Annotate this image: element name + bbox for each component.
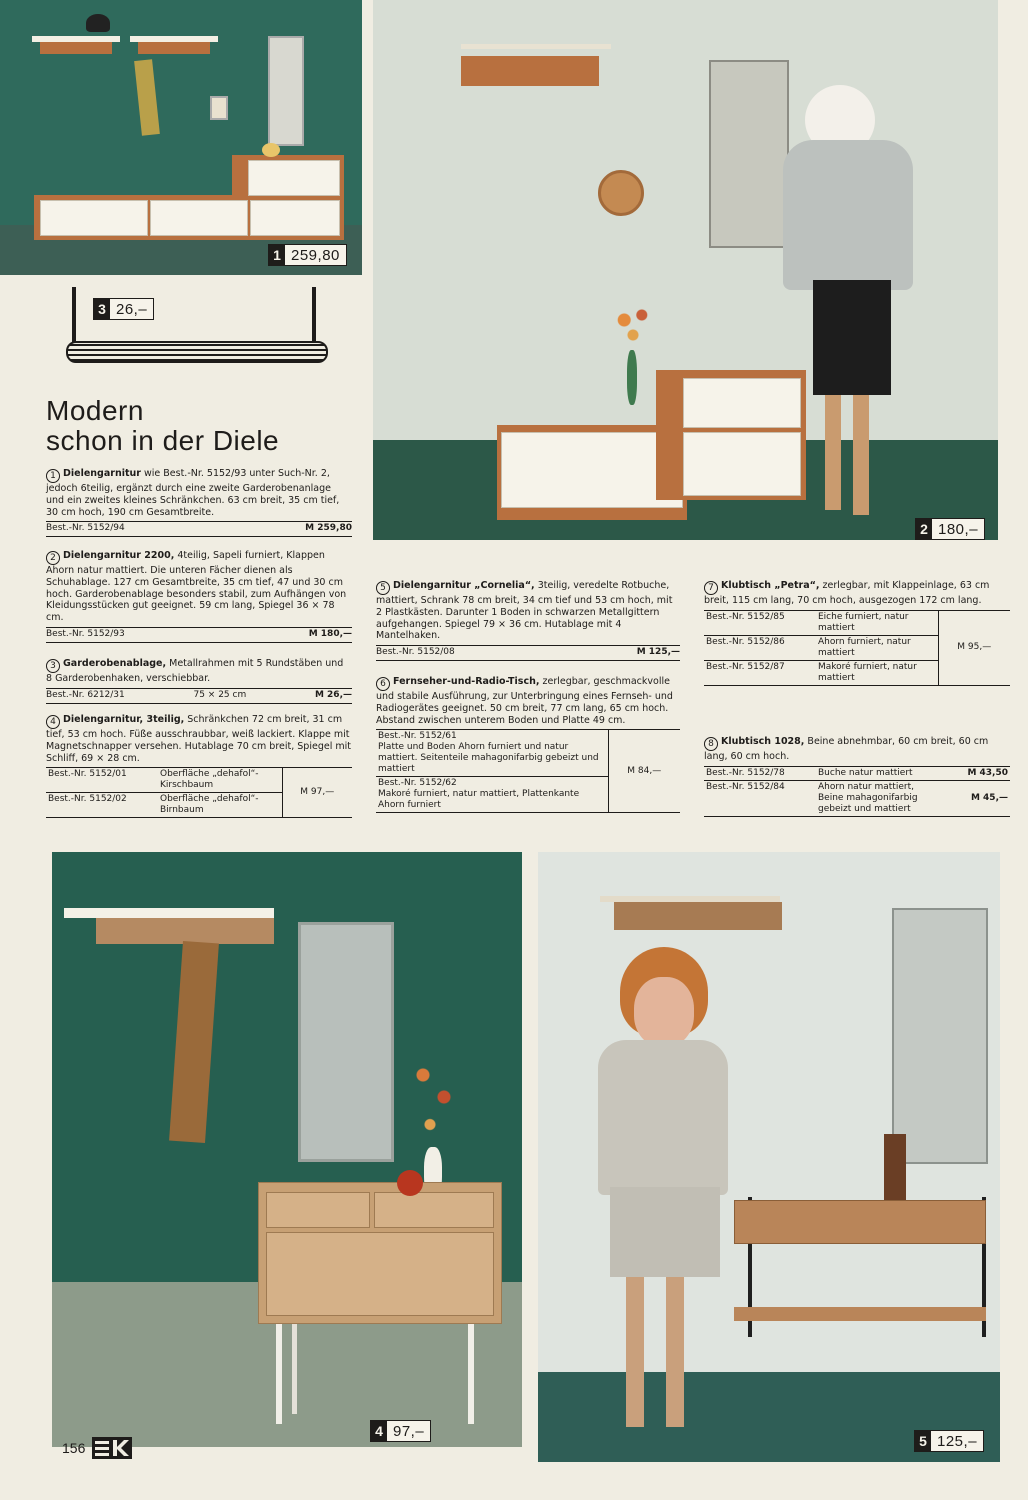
item-number: 6: [376, 677, 390, 691]
tag-number: 5: [915, 1431, 931, 1451]
photo-5-woman-shelf: [538, 852, 1000, 1462]
order-price: M 26,—: [314, 689, 352, 700]
order-price: M 125,—: [636, 647, 680, 658]
order-line: [46, 688, 352, 704]
table-row: [704, 766, 1010, 780]
order-number: Best.-Nr. 5152/62: [378, 778, 457, 789]
item-text: Schränkchen 72 cm breit, 31 cm tief, 53 cm hoch. Füße ausschraubbar, weiß lackiert. Klappe mit Magnetschnapper versehen. Hutablage 70 cm breit, Spiegel mit Schliff, 69 × 28 cm.: [46, 714, 351, 764]
order-price: M 45,—: [970, 792, 1008, 803]
item-text: 4teilig, Sapeli furniert, Klappen Ahorn natur mattiert. Die unteren Fächer dienen als Schuhablage. 127 cm Gesamtbreite, 35 cm tief, 47 und 30 cm hoch. Garderobenablage besonders stabil, zum Aufhängen von Kleidungsstücken gut geeignet. 59 cm lang, Spiegel 36 × 78 cm.: [46, 550, 347, 624]
order-price: M 84,—: [608, 730, 680, 813]
order-desc: Oberfläche „dehafol“-Birnbaum: [160, 794, 259, 816]
order-desc: Oberfläche „dehafol“-Kirschbaum: [160, 769, 259, 791]
item-title: Klubtisch „Petra“,: [721, 580, 820, 591]
item-number: 8: [704, 737, 718, 751]
order-number: Best.-Nr. 5152/93: [46, 628, 125, 639]
order-desc: Ahorn natur mattiert, Beine mahagonifarbig gebeizt und mattiert: [818, 781, 918, 814]
order-price: M 180,—: [308, 628, 352, 639]
item-1: [46, 468, 352, 537]
item-number: 7: [704, 581, 718, 595]
price-tag-2: [915, 518, 985, 540]
order-table: [704, 766, 1010, 817]
konsum-logo: [92, 1437, 132, 1459]
tag-price: 97,–: [393, 1422, 425, 1440]
item-title: Fernseher-und-Radio-Tisch,: [393, 676, 540, 687]
price-tag-4: [370, 1420, 431, 1442]
item-7: [704, 580, 1010, 686]
tag-number: 2: [916, 519, 932, 539]
order-number: Best.-Nr. 5152/78: [706, 767, 785, 778]
item-5: [376, 580, 680, 661]
tag-number: 3: [94, 299, 110, 319]
headline-line-1: Modern: [46, 395, 144, 426]
order-table: [46, 767, 352, 818]
item-number: 1: [46, 469, 60, 483]
item-3: [46, 658, 352, 704]
price-tag-1: [268, 244, 347, 266]
item-number: 2: [46, 551, 60, 565]
order-number: Best.-Nr. 5152/85: [706, 611, 785, 622]
item-text: 3teilig, veredelte Rotbuche, mattiert, Schrank 78 cm breit, 34 cm tief und 53 cm hoch, mit 2 Plastkästen. Darunter 1 Boden in schwarzen Metallgittern aufgehangen. Spiegel 79 × 36 cm. Hutablage mit 4 Mantelhaken.: [376, 580, 673, 642]
item-number: 4: [46, 715, 60, 729]
photo-4-green-cabinet: [52, 852, 522, 1447]
order-row: [376, 730, 608, 777]
tag-price: 26,–: [116, 300, 148, 318]
order-number: Best.-Nr. 5152/84: [706, 781, 785, 792]
price-tag-5: [914, 1430, 984, 1452]
item-text: zerlegbar, geschmackvolle und stabile Ausführung, zur Unterbringung eines Fernseh- und Radiogerätes geeignet. 50 cm breit, 77 cm lang, 65 cm hoch. Abstand zwischen unterem Boden und Platte 49 cm.: [376, 676, 673, 726]
item-title: Dielengarnitur 2200,: [63, 550, 175, 561]
order-table: [704, 610, 1010, 686]
headline-line-2: schon in der Diele: [46, 425, 280, 456]
tag-price: 125,–: [937, 1432, 978, 1450]
item-2: [46, 550, 352, 643]
item-number: 3: [46, 659, 60, 673]
order-desc: Makoré furniert, natur mattiert, Plattenkante Ahorn furniert: [378, 789, 580, 811]
order-number: Best.-Nr. 5152/87: [706, 661, 785, 672]
table-row: [376, 730, 680, 777]
page-number: 156: [62, 1440, 86, 1456]
price-tag-3: [93, 298, 154, 320]
item-6: [376, 676, 680, 813]
item-text: zerlegbar, mit Klappeinlage, 63 cm breit, 115 cm lang, 70 cm hoch, ausgezogen 172 cm lang.: [704, 580, 990, 606]
item-text: Beine abnehmbar, 60 cm breit, 60 cm lang, 60 cm hoch.: [704, 736, 989, 762]
item-title: Garderobenablage,: [63, 658, 167, 669]
order-number: Best.-Nr. 5152/94: [46, 523, 125, 534]
order-price: M 259,80: [305, 523, 352, 534]
item-title: Klubtisch 1028,: [721, 736, 805, 747]
order-number: Best.-Nr. 5152/61: [378, 731, 457, 742]
order-desc: Ahorn furniert, natur mattiert: [818, 636, 911, 658]
order-row: [376, 777, 608, 813]
table-row: [704, 780, 1010, 816]
order-desc: Eiche furniert, natur mattiert: [818, 611, 909, 633]
tag-price: 180,–: [938, 520, 979, 538]
item-4: [46, 714, 352, 818]
order-number: Best.-Nr. 5152/86: [706, 636, 785, 647]
order-desc: Buche natur mattiert: [818, 767, 913, 778]
item-title: Dielengarnitur: [63, 468, 141, 479]
tag-price: 259,80: [291, 246, 340, 264]
tag-number: 1: [269, 245, 285, 265]
photo-1-green-hall: [0, 0, 362, 275]
item-title: Dielengarnitur „Cornelia“,: [393, 580, 535, 591]
order-desc: Makoré furniert, natur mattiert: [818, 661, 917, 683]
order-desc: Platte und Boden Ahorn furniert und natur mattiert. Seitenteile mahagonifarbig gebeizt und mattiert: [378, 742, 599, 775]
table-row: [704, 610, 1010, 635]
item-number: 5: [376, 581, 390, 595]
table-row: [46, 768, 352, 793]
item-8: [704, 736, 1010, 817]
order-size: 75 × 25 cm: [193, 689, 247, 700]
order-price: M 95,—: [938, 610, 1010, 685]
order-table: [376, 729, 680, 813]
order-line: [376, 645, 680, 661]
page-headline: [46, 396, 376, 456]
item-title: Dielengarnitur, 3teilig,: [63, 714, 185, 725]
order-number: Best.-Nr. 6212/31: [46, 689, 125, 700]
photo-2-woman-mirror: [373, 0, 998, 540]
item-text: Metallrahmen mit 5 Rundstäben und 8 Garderobenhaken, verschiebbar.: [46, 658, 344, 684]
order-line: [46, 521, 352, 537]
item-text: wie Best.-Nr. 5152/93 unter Such-Nr. 2, jedoch 6teilig, ergänzt durch eine zweite Garderobenanlage und ein zweites kleines Schränkchen. 63 cm breit, 35 cm tief, 30 cm hoch, 190 cm Gesamtbreite.: [46, 468, 340, 518]
order-price: M 97,—: [282, 768, 352, 818]
order-number: Best.-Nr. 5152/02: [48, 794, 127, 805]
order-price: M 43,50: [967, 767, 1008, 778]
order-line: [46, 627, 352, 643]
order-number: Best.-Nr. 5152/01: [48, 769, 127, 780]
order-number: Best.-Nr. 5152/08: [376, 647, 455, 658]
tag-number: 4: [371, 1421, 387, 1441]
